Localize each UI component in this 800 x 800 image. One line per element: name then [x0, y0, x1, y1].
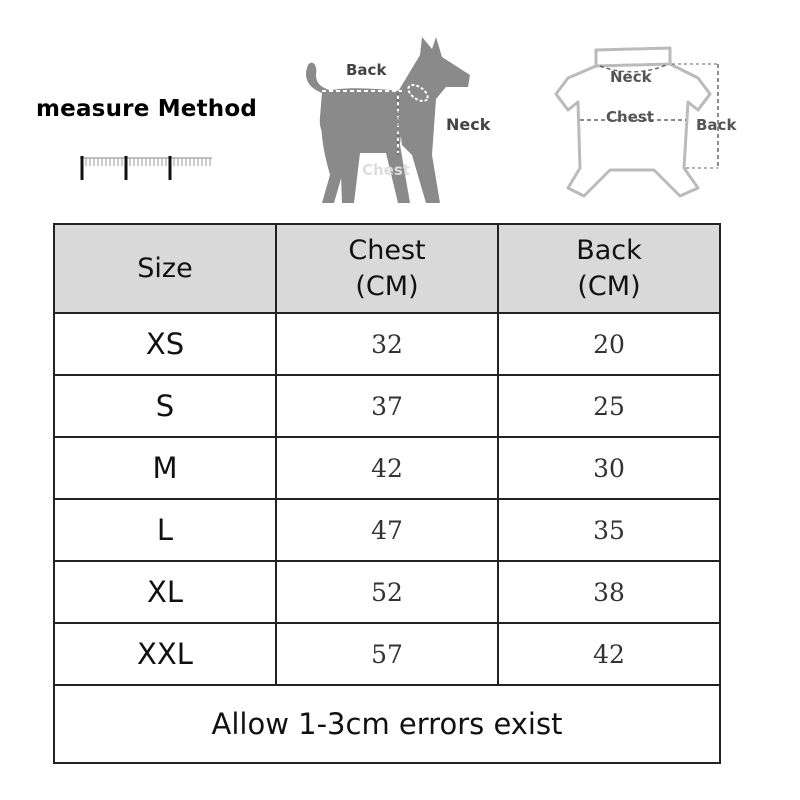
chest-cell: 52 [276, 561, 498, 623]
header-chest [276, 224, 498, 313]
ruler-icon [78, 150, 218, 184]
table-row [54, 437, 720, 499]
table-row [54, 561, 720, 623]
table-header-row [54, 224, 720, 313]
chest-cell: 57 [276, 623, 498, 685]
table-row [54, 623, 720, 685]
table-row [54, 313, 720, 375]
chest-cell: 37 [276, 375, 498, 437]
measure-method-title: measure Method [36, 96, 258, 122]
shirt-back-label: Back [696, 116, 737, 134]
table-note-row [54, 685, 720, 763]
chest-cell: 32 [276, 313, 498, 375]
back-cell: 35 [498, 499, 720, 561]
table-row [54, 375, 720, 437]
dog-chest-label: Chest [362, 161, 410, 179]
back-cell: 38 [498, 561, 720, 623]
header-size-label: Size [137, 252, 193, 284]
back-cell: 20 [498, 313, 720, 375]
dog-neck-label: Neck [446, 115, 491, 134]
chest-cell: 47 [276, 499, 498, 561]
chest-cell: 42 [276, 437, 498, 499]
header-back [498, 224, 720, 313]
size-cell: XXL [54, 623, 276, 685]
header-back-unit: (CM) [577, 270, 641, 302]
size-cell: L [54, 499, 276, 561]
header-chest-label: Chest [348, 234, 426, 266]
size-cell: S [54, 375, 276, 437]
back-cell: 42 [498, 623, 720, 685]
size-cell: XS [54, 313, 276, 375]
back-cell: 25 [498, 375, 720, 437]
header-chest-unit: (CM) [355, 270, 419, 302]
dog-back-label: Back [346, 61, 387, 79]
shirt-neck-label: Neck [610, 68, 652, 86]
shirt-chest-label: Chest [606, 108, 654, 126]
tolerance-note: Allow 1-3cm errors exist [54, 685, 720, 763]
dog-measurement-diagram [300, 35, 510, 210]
back-cell: 30 [498, 437, 720, 499]
header-size [54, 224, 276, 313]
size-cell: XL [54, 561, 276, 623]
table-row [54, 499, 720, 561]
header-back-label: Back [576, 234, 642, 266]
shirt-measurement-diagram [550, 40, 750, 205]
size-chart-table [53, 223, 721, 764]
size-cell: M [54, 437, 276, 499]
